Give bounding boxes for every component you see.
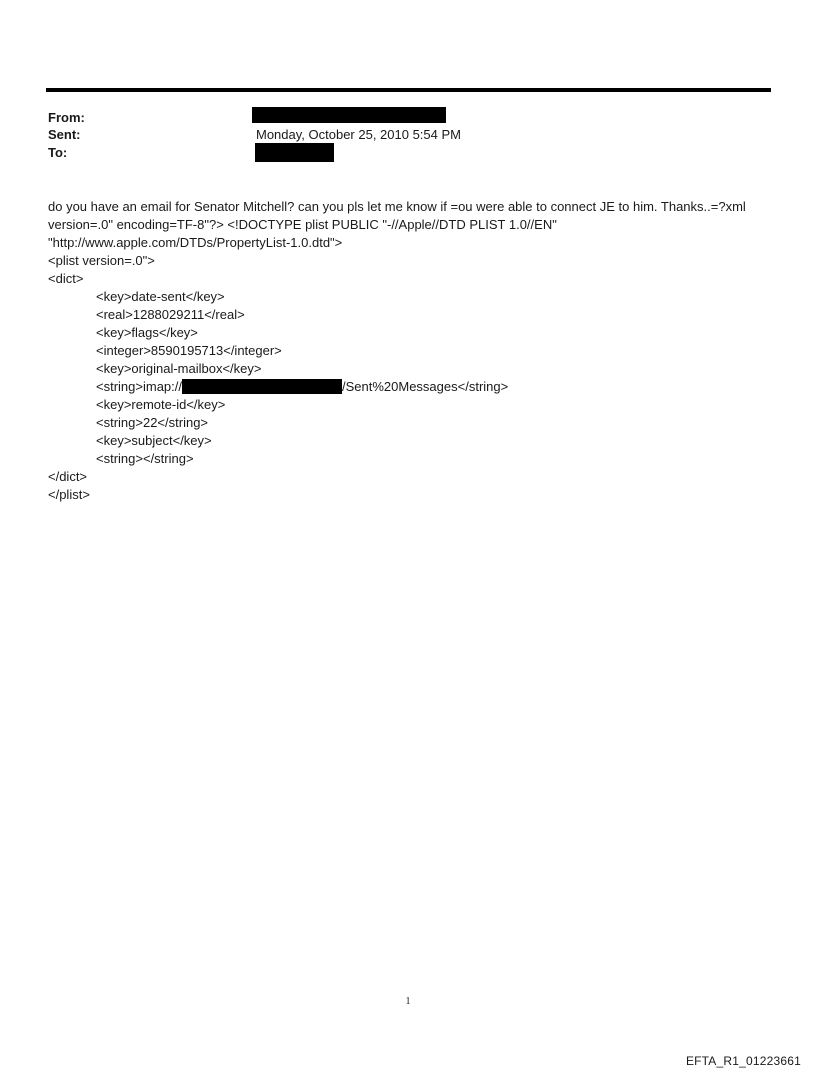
imap-suffix: /Sent%20Messages</string>: [342, 379, 509, 394]
imap-prefix: <string>imap://: [96, 379, 182, 394]
body-line: <key>date-sent</key>: [96, 289, 225, 304]
body-line: <key>remote-id</key>: [96, 397, 226, 412]
sent-value: Monday, October 25, 2010 5:54 PM: [256, 127, 461, 142]
body-line: version=.0" encoding=TF-8"?> <!DOCTYPE plist PUBLIC "-//Apple//DTD PLIST 1.0//EN": [48, 217, 557, 232]
body-line: <key>original-mailbox</key>: [96, 361, 262, 376]
redacted-imap-account: [182, 379, 342, 394]
message-body: [48, 198, 778, 504]
sent-label: Sent:: [48, 127, 81, 142]
from-label: From:: [48, 110, 85, 125]
body-line: <string>22</string>: [96, 415, 209, 430]
body-line: <integer>8590195713</integer>: [96, 343, 282, 358]
body-line: <key>flags</key>: [96, 325, 198, 340]
body-line: "http://www.apple.com/DTDs/PropertyList-1.0.dtd">: [48, 235, 343, 250]
body-line-imap: [48, 378, 778, 396]
to-label: To:: [48, 145, 68, 160]
body-line: </plist>: [48, 487, 90, 502]
redacted-from-value: [252, 107, 446, 123]
body-line: <real>1288029211</real>: [96, 307, 245, 322]
body-line: do you have an email for Senator Mitchell? can you pls let me know if =ou were able to connect JE to him. Thanks..=?xml: [48, 199, 746, 214]
body-line: </dict>: [48, 469, 88, 484]
header-rule: [46, 88, 771, 92]
redacted-to-value: [255, 143, 334, 162]
body-line: <string></string>: [96, 451, 194, 466]
page-number: 1: [405, 996, 411, 1007]
body-line: <key>subject</key>: [96, 433, 212, 448]
document-id: EFTA_R1_01223661: [685, 1054, 801, 1068]
body-line: <dict>: [48, 271, 84, 286]
body-line: <plist version=.0">: [48, 253, 155, 268]
